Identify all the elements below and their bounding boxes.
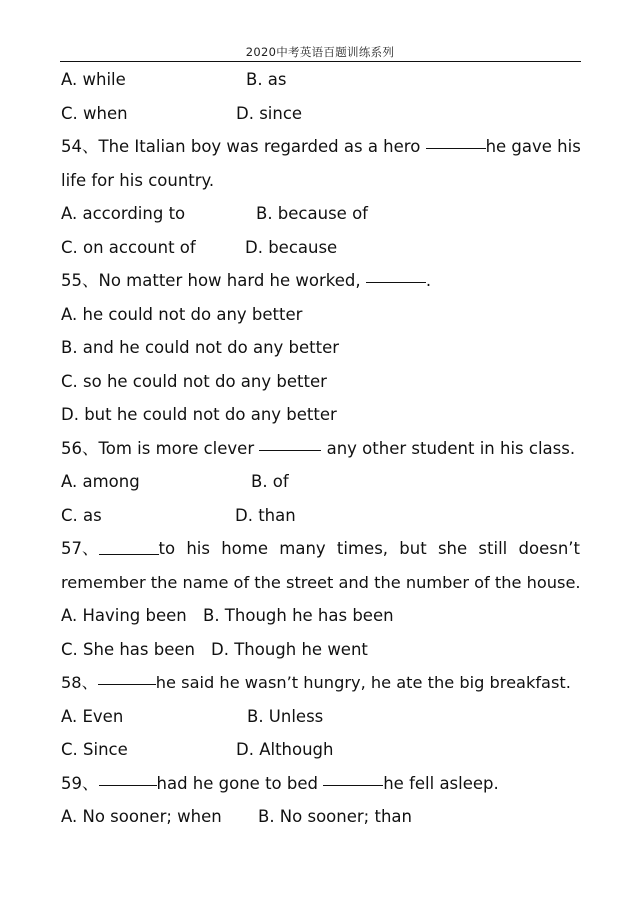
q56-option-c: C. as (61, 505, 102, 525)
q57-stem-line-1 (61, 532, 580, 566)
q57-options-row-1 (61, 599, 580, 633)
q53-option-a: A. while (61, 70, 126, 89)
q54-stem-part-2: he gave his (485, 137, 581, 156)
q55-option-c: C. so he could not do any better (61, 371, 327, 391)
q54-stem-line-1 (61, 130, 580, 164)
q54-option-b: B. because of (256, 204, 368, 223)
q56-stem-part-2: any other student in his class. (321, 438, 576, 458)
q57-option-d: D. Though he went (211, 639, 368, 659)
q58-option-b: B. Unless (247, 706, 324, 726)
q58-option-c: C. Since (61, 740, 128, 759)
q56-options-row-1 (61, 465, 580, 499)
q56-option-d: D. than (235, 505, 296, 525)
q53-option-d: D. since (236, 103, 303, 123)
q59-stem-part-3: he fell asleep. (383, 773, 499, 793)
page-header: 2020中考英语百题训练系列 (245, 45, 395, 59)
q54-stem-part-1: 54、The Italian boy was regarded as a hero (61, 137, 426, 156)
q53-options-row-2 (61, 97, 580, 131)
q54-options-row-1 (61, 197, 580, 231)
q59-option-b: B. No sooner; than (258, 807, 412, 826)
q57-blank (99, 553, 159, 555)
q54-option-c: C. on account of (61, 237, 196, 257)
q58-stem-part-1: 58、 (61, 673, 98, 692)
q54-option-d: D. because (245, 237, 338, 257)
q57-option-b: B. Though he has been (203, 606, 394, 625)
q58-option-d: D. Although (236, 740, 334, 759)
q54-options-row-2 (61, 231, 580, 265)
q53-options-row-1 (61, 63, 580, 97)
q58-option-a: A. Even (61, 706, 124, 726)
q59-options-row-1 (61, 800, 580, 834)
header-rule (60, 61, 581, 62)
q58-stem-part-2: he said he wasn’t hungry, he ate the big breakfast. (155, 673, 571, 692)
q55-option-a: A. he could not do any better (61, 304, 303, 324)
q55-blank (366, 281, 426, 283)
q59-stem-part-1: 59、 (61, 773, 99, 793)
q57-stem-line-2: remember the name of the street and the number of the house. (61, 572, 581, 592)
q57-stem-part-1: 57、 (61, 539, 99, 558)
q53-option-c: C. when (61, 103, 128, 123)
q56-stem (61, 432, 580, 466)
q58-options-row-1 (61, 700, 580, 734)
q56-option-a: A. among (61, 472, 140, 491)
q56-options-row-2 (61, 499, 580, 533)
q59-blank-2 (323, 784, 383, 786)
q59-stem (61, 767, 580, 801)
q57-options-row-2 (61, 633, 580, 667)
q57-option-c: C. She has been (61, 639, 195, 659)
q54-blank (426, 147, 486, 149)
q55-option-d: D. but he could not do any better (61, 405, 337, 424)
q55-stem (61, 264, 580, 298)
q54-stem-line-2: life for his country. (61, 170, 215, 190)
q55-stem-part-2: . (425, 271, 432, 290)
q53-option-b: B. as (246, 70, 287, 89)
q58-stem (61, 666, 580, 700)
q59-blank-1 (99, 784, 157, 786)
q56-stem-part-1: 56、Tom is more clever (61, 438, 260, 458)
q59-option-a: A. No sooner; when (61, 807, 222, 826)
question-content (61, 63, 580, 834)
q58-options-row-2 (61, 733, 580, 767)
q57-stem-part-2: to his home many times, but she still doesn’t (158, 539, 580, 558)
q56-option-b: B. of (251, 472, 289, 491)
q55-option-b: B. and he could not do any better (61, 338, 340, 357)
q54-option-a: A. according to (61, 204, 186, 223)
q57-option-a: A. Having been (61, 606, 187, 625)
q59-stem-part-2: had he gone to bed (156, 773, 324, 793)
q55-stem-part-1: 55、No matter how hard he worked, (61, 271, 366, 290)
q56-blank (259, 449, 321, 451)
q58-blank (98, 683, 156, 685)
